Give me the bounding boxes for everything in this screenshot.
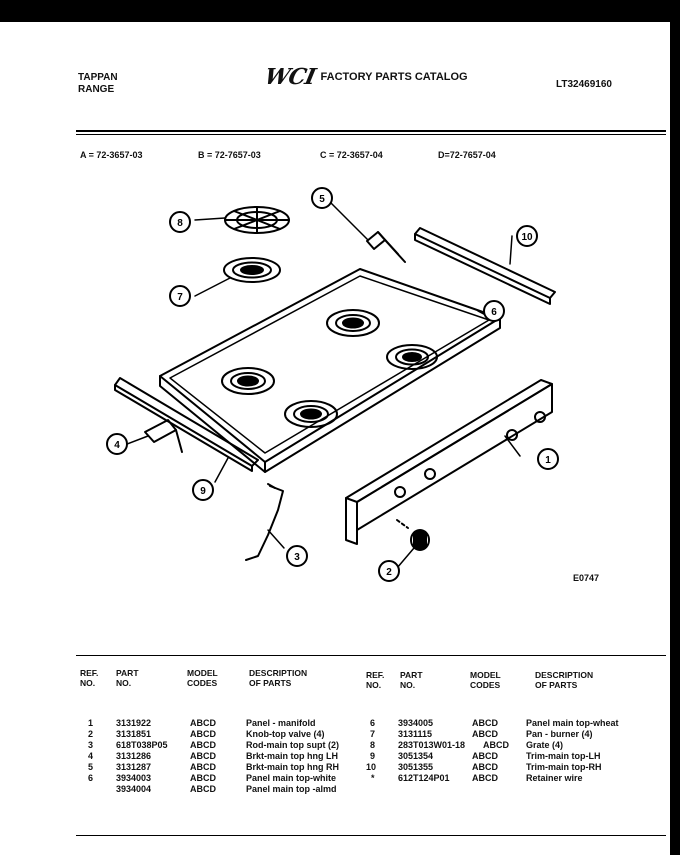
product-type: RANGE [78, 84, 115, 95]
brand-name: TAPPAN [78, 72, 118, 83]
header-part-right: PART NO. [400, 670, 423, 690]
table-row: * 612T124P01 ABCD Retainer wire [371, 773, 583, 783]
callout-10: 10 [521, 232, 533, 243]
header-desc-right: DESCRIPTION OF PARTS [535, 670, 594, 690]
top-valve-knob [397, 520, 429, 550]
table-row: 1 3131922 ABCD Panel - manifold [88, 718, 316, 728]
header-ref-right: REF. NO. [366, 670, 385, 690]
table-row: 10 3051355 ABCD Trim-main top-RH [366, 762, 602, 772]
rh-hinge-bracket [367, 232, 405, 262]
model-a: A = 72-3657-03 [80, 150, 143, 160]
table-row: 8 283T013W01-18 ABCD Grate (4) [370, 740, 564, 750]
table-row: 6 3934005 ABCD Panel main top-wheat [370, 718, 619, 728]
table-row: 3 618T038P05 ABCD Rod-main top supt (2) [88, 740, 339, 750]
wci-logo: WCI [262, 64, 318, 90]
table-row: 5 3131287 ABCD Brkt-main top hng RH [88, 762, 339, 772]
callout-4: 4 [114, 440, 120, 451]
table-row: 9 3051354 ABCD Trim-main top-LH [370, 751, 601, 761]
catalog-number: LT32469160 [556, 79, 612, 90]
table-row: 7 3131115 ABCD Pan - burner (4) [370, 729, 593, 739]
callout-2: 2 [386, 567, 392, 578]
header-part: PART NO. [116, 668, 139, 688]
header-model-right: MODEL CODES [470, 670, 501, 690]
header-ref: REF. NO. [80, 668, 99, 688]
callout-5: 5 [319, 194, 325, 205]
callout-3: 3 [294, 552, 300, 563]
parts-list-right [0, 718, 670, 784]
table-bottom-rule [76, 835, 666, 836]
header-model: MODEL CODES [187, 668, 218, 688]
table-row: 6 3934003 ABCD Panel main top-white [88, 773, 337, 783]
burner-grate [225, 207, 289, 233]
table-row: 2 3131851 ABCD Knob-top valve (4) [88, 729, 325, 739]
callout-7: 7 [177, 292, 183, 303]
callout-1: 1 [545, 455, 551, 466]
lh-hinge-bracket [145, 420, 182, 452]
table-row: 4 3131286 ABCD Brkt-main top hng LH [88, 751, 338, 761]
main-top-support-rod [246, 484, 283, 560]
table-top-rule [76, 655, 666, 656]
header-desc: DESCRIPTION OF PARTS [249, 668, 308, 688]
table-row: 3934004 ABCD Panel main top -almd [116, 784, 337, 794]
figure-code: E0747 [573, 573, 600, 583]
callout-8: 8 [177, 218, 183, 229]
callout-9: 9 [200, 486, 206, 497]
callout-6: 6 [491, 307, 497, 318]
burner-pan [224, 258, 280, 282]
model-b: B = 72-7657-03 [198, 150, 261, 160]
callout-circles [107, 188, 558, 581]
model-d: D=72-7657-04 [438, 150, 496, 160]
catalog-title: FACTORY PARTS CATALOG [320, 71, 468, 83]
model-c: C = 72-3657-04 [320, 150, 383, 160]
panel-burner-openings [222, 310, 437, 427]
